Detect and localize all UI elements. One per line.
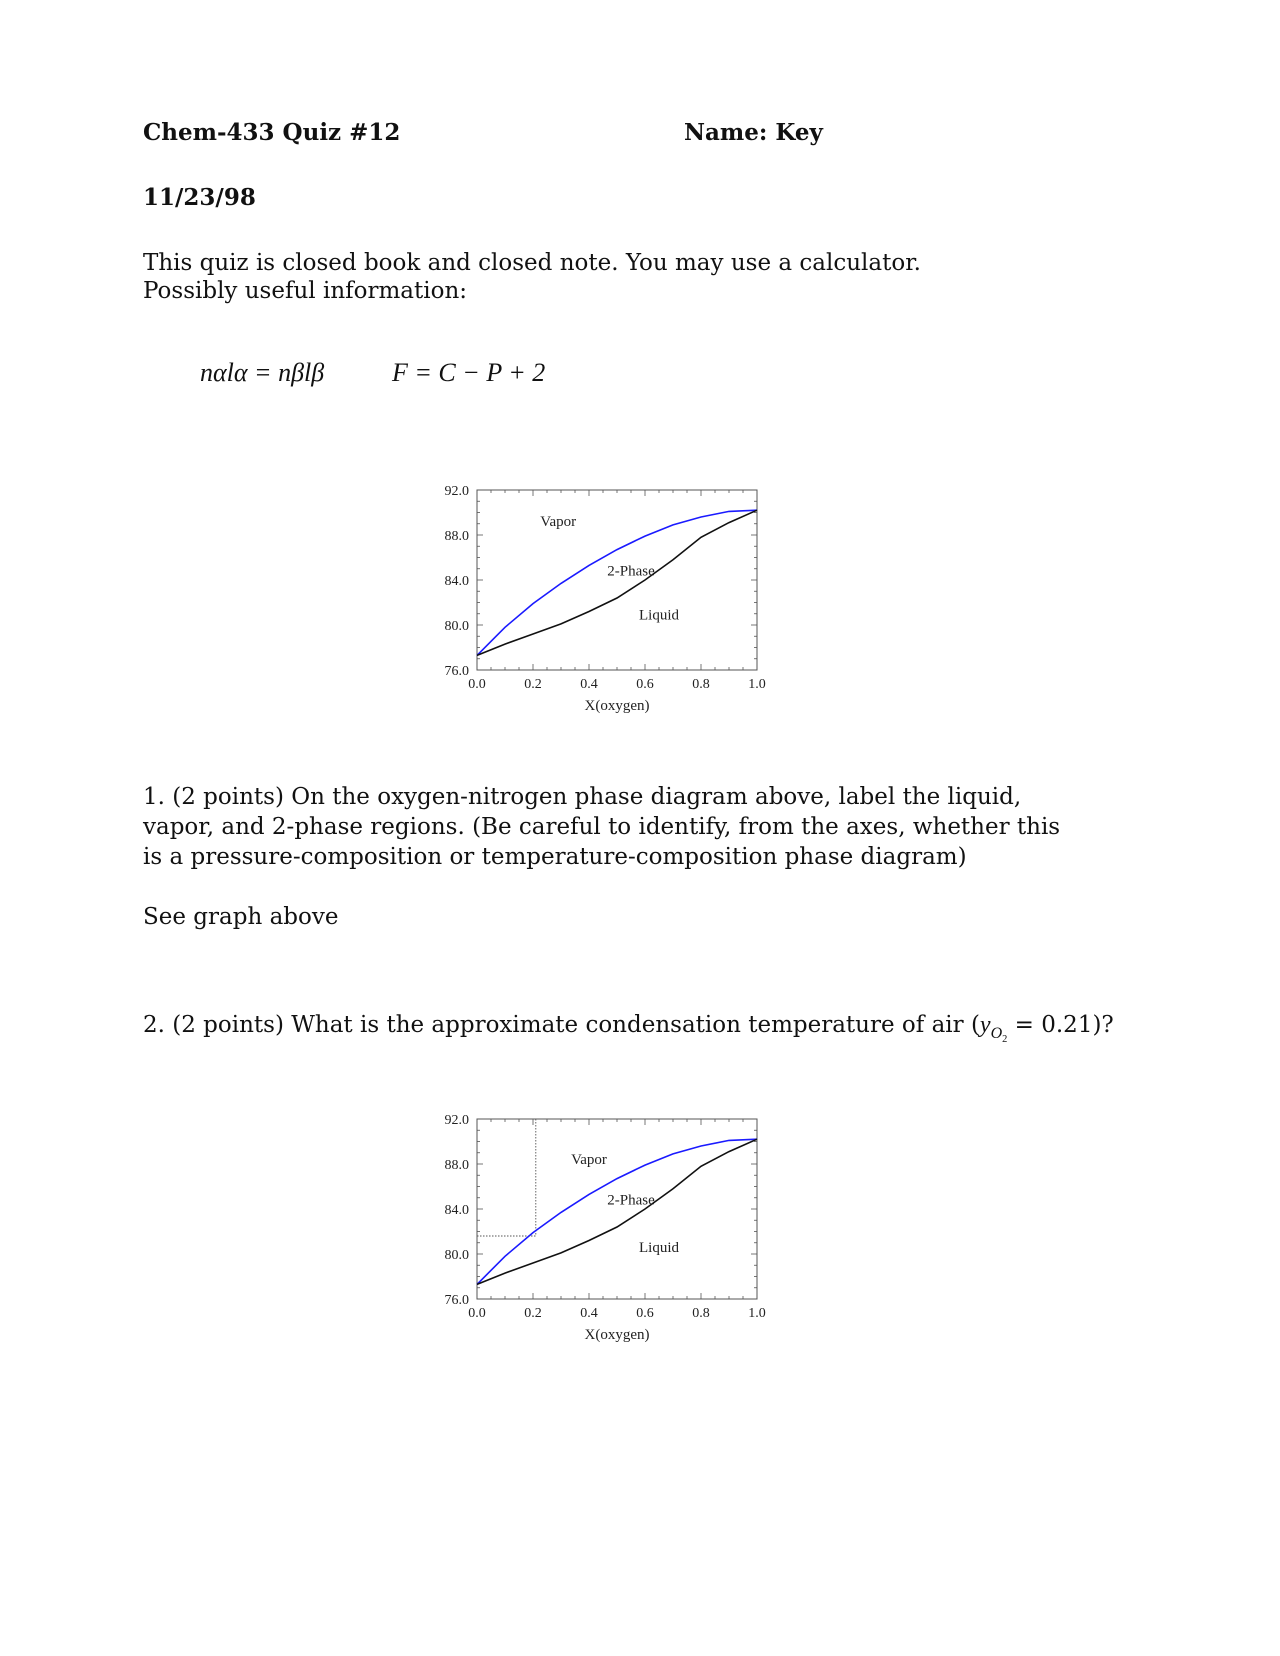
quiz-date: 11/23/98 [143,184,256,211]
x-tick-label: 0.4 [580,677,598,692]
vapor-curve-line [477,1139,757,1284]
phase-diagram-2 [420,1099,800,1359]
y-tick-label: 88.0 [444,1158,469,1173]
question-2 [143,1010,1123,1055]
region-label-vapor: Vapor [571,1152,607,1168]
x-axis-label: X(oxygen) [584,1327,650,1343]
y-tick-label: 92.0 [444,1113,469,1128]
mole-fraction-subscript: O [990,1024,1003,1042]
phase-diagram-1 [420,470,800,730]
intro-line-1: This quiz is closed book and closed note. You may use a calculator. [143,250,921,276]
y-tick-label: 88.0 [444,529,469,544]
region-label-liquid: Liquid [639,607,679,624]
y-tick-label: 84.0 [444,574,469,589]
region-label-2-phase: 2-Phase [607,563,655,580]
x-axis-label: X(oxygen) [584,698,650,714]
x-tick-label: 0.0 [468,1306,486,1321]
x-tick-label: 0.2 [524,1306,542,1321]
question-2-tail: = 0.21)? [1007,1012,1114,1038]
quiz-title: Chem-433 Quiz #12 [143,119,401,146]
name-line: Name: Key [684,119,823,146]
mole-fraction-var: y [979,1012,991,1038]
y-tick-label: 80.0 [444,1248,469,1263]
phase-rule-formula: F = C − P + 2 [392,358,546,387]
region-label-2-phase: 2-Phase [607,1192,655,1209]
x-tick-label: 0.6 [636,677,654,692]
x-tick-label: 1.0 [748,677,766,692]
x-tick-label: 0.8 [692,1306,710,1321]
question-1-points: (2 points) [172,784,284,810]
question-2-text: What is the approximate condensation temperature of air ( [291,1012,980,1038]
plot-frame [477,1119,757,1299]
x-tick-label: 0.6 [636,1306,654,1321]
y-tick-label: 80.0 [444,619,469,634]
intro-line-2: Possibly useful information: [143,278,468,304]
plot-frame [477,490,757,670]
liquid-curve-line [477,1139,757,1284]
question-1-text: On the oxygen-nitrogen phase diagram above, label the liquid, vapor, and 2-phase regions. (Be careful to identify, from the axes, whether this is a pressure-composition or temperature-composition phase diagram) [143,784,1061,870]
x-tick-label: 1.0 [748,1306,766,1321]
vapor-curve-line [477,510,757,655]
liquid-curve-line [477,510,757,655]
region-label-vapor: Vapor [540,514,577,530]
y-tick-label: 92.0 [444,484,469,499]
x-tick-label: 0.2 [524,677,542,692]
y-tick-label: 76.0 [444,1293,469,1308]
x-tick-label: 0.4 [580,1306,598,1321]
lever-rule-formula: nαlα = nβlβ [200,358,325,387]
x-tick-label: 0.8 [692,677,710,692]
y-tick-label: 84.0 [444,1203,469,1218]
question-2-points: (2 points) [172,1012,284,1038]
x-tick-label: 0.0 [468,677,486,692]
question-1-number: 1. [143,784,165,810]
question-1-answer: See graph above [143,904,339,930]
mole-fraction-subsubscript: 2 [1002,1033,1008,1045]
question-1 [143,782,1078,872]
region-label-liquid: Liquid [639,1239,679,1256]
y-tick-label: 76.0 [444,664,469,679]
question-2-number: 2. [143,1012,165,1038]
